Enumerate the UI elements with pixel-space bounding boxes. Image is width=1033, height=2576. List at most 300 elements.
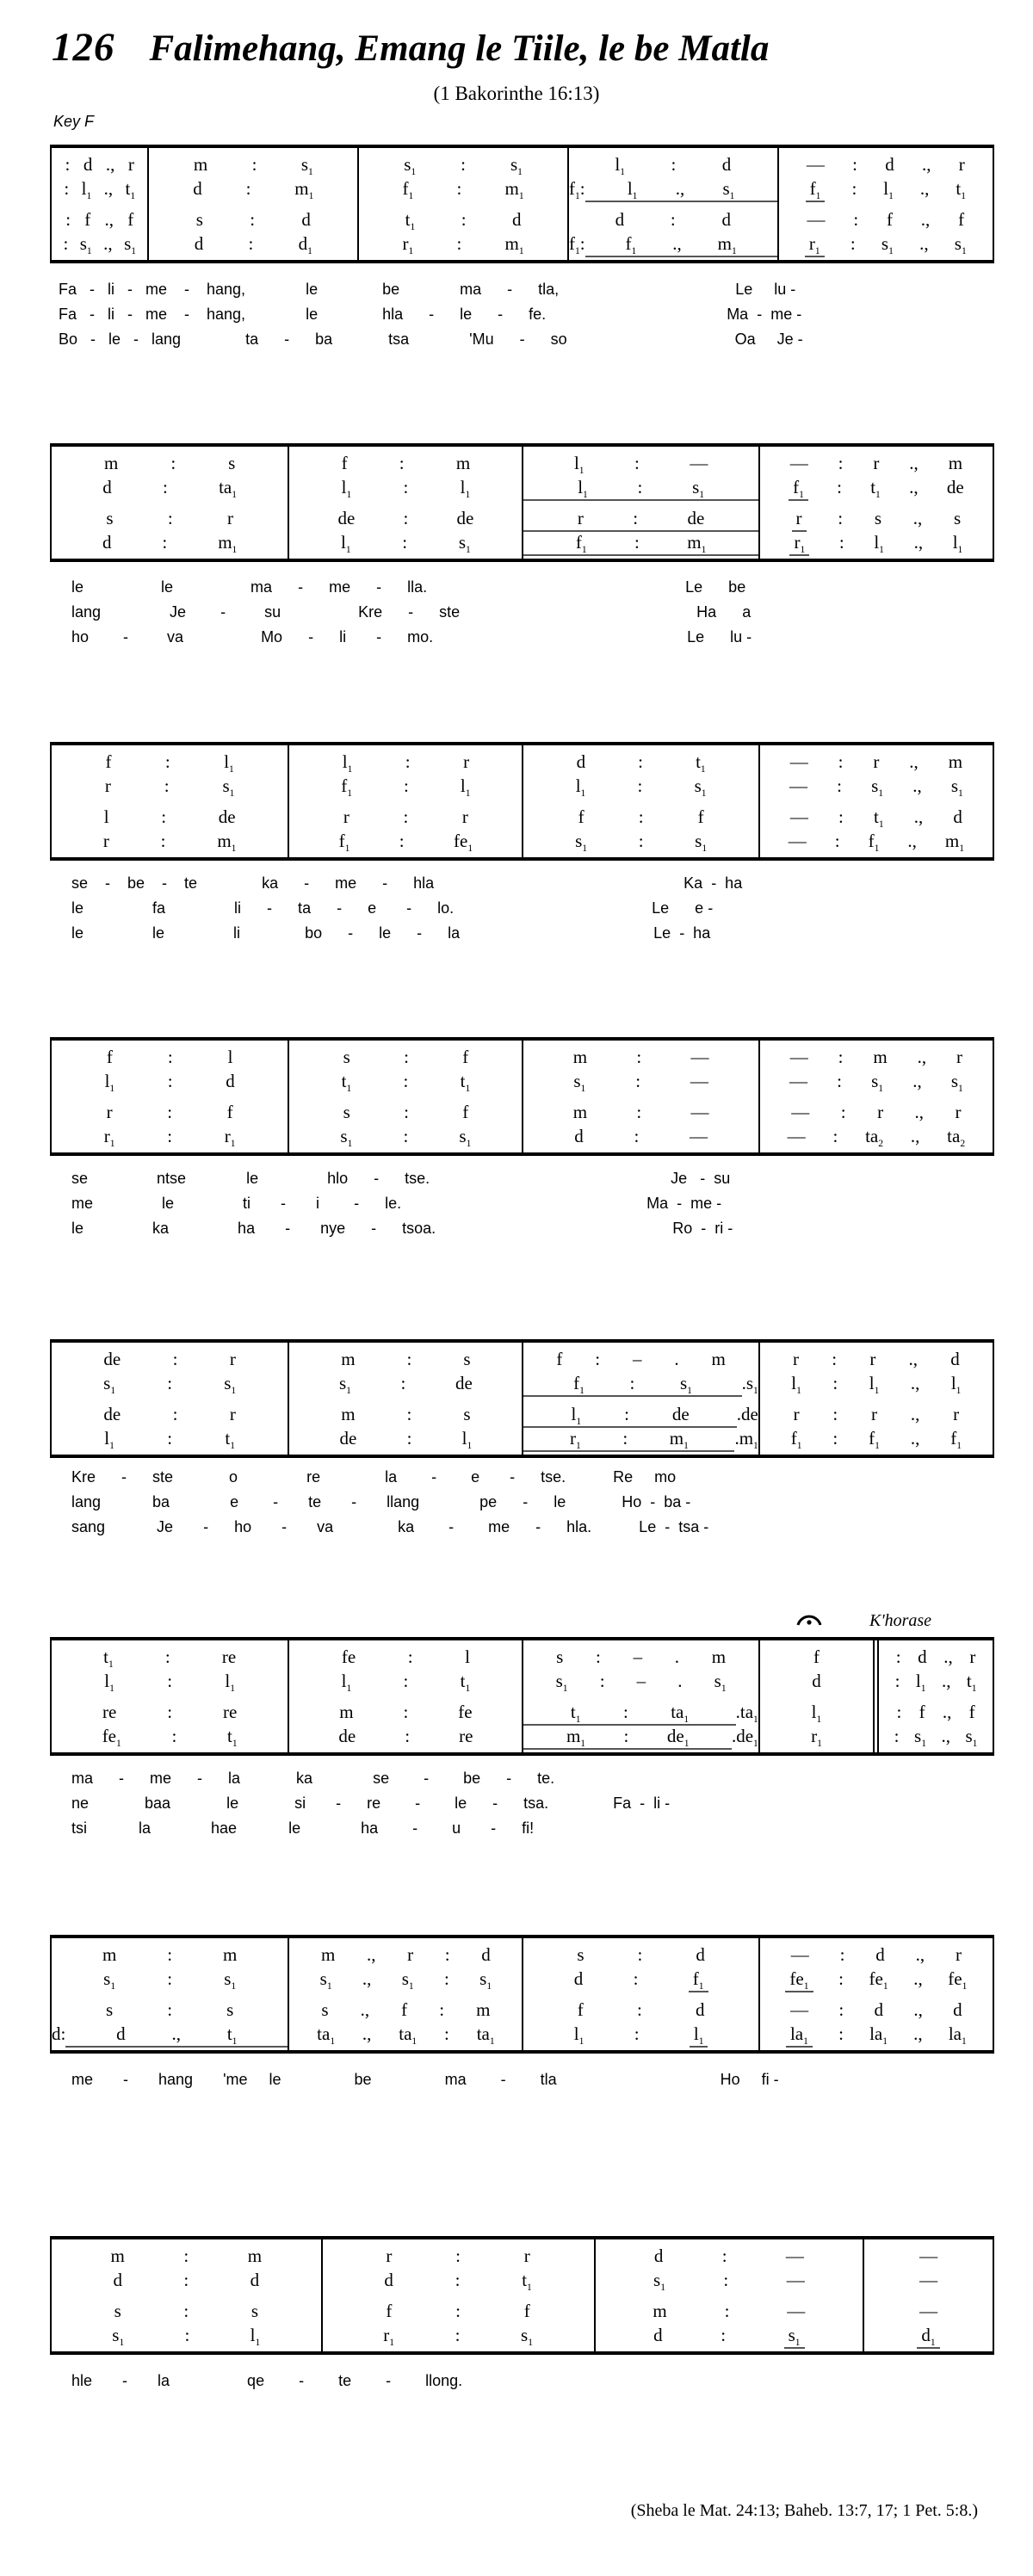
solfa-token: d xyxy=(83,154,93,175)
voice-measure-cell xyxy=(596,2246,863,2270)
octave-subscript: 1 xyxy=(575,1714,581,1726)
octave-subscript: 1 xyxy=(962,1981,968,1992)
solfa-token: : xyxy=(724,2301,730,2321)
measure-column xyxy=(52,1041,288,1152)
octave-subscript: 1 xyxy=(800,545,806,556)
voice-measure-cell xyxy=(52,1702,288,1726)
measure-column xyxy=(288,1041,522,1152)
voice-measure-cell xyxy=(760,508,993,532)
solfa-token: $s_1$ xyxy=(871,1071,884,1095)
solfa-token: : xyxy=(403,1126,409,1146)
octave-subscript: 1 xyxy=(888,246,894,257)
solfa-token: : xyxy=(636,1102,642,1122)
notation-system xyxy=(50,443,994,562)
solfa-token: r xyxy=(873,751,880,772)
solfa-token: $l_1$ xyxy=(341,532,351,556)
voice-measure-cell xyxy=(52,1944,288,1968)
solfa-token: l xyxy=(227,1047,233,1067)
solfa-token: $de_1$ xyxy=(666,1726,690,1750)
solfa-token: $s_1$ xyxy=(679,1373,692,1397)
octave-subscript: 1 xyxy=(882,2036,888,2048)
octave-subscript: 1 xyxy=(796,1386,801,1397)
solfa-token: s xyxy=(251,2301,258,2321)
voice-measure-cell xyxy=(523,775,758,800)
voice-measure-cell xyxy=(523,532,758,556)
solfa-token: – xyxy=(633,1646,643,1667)
octave-subscript: 1 xyxy=(875,490,881,501)
solfa-token: $f_1$ xyxy=(950,1428,962,1452)
solfa-token: ., xyxy=(917,1047,927,1067)
solfa-token: : xyxy=(167,1373,173,1393)
solfa-token: : xyxy=(894,1671,900,1691)
octave-subscript: 1 xyxy=(878,1084,884,1095)
octave-subscript: 1 xyxy=(231,1386,237,1397)
solfa-token: : xyxy=(403,806,409,827)
solfa-token: : xyxy=(406,1404,412,1424)
solfa-token: $s_1$ xyxy=(871,775,884,800)
octave-subscript: 1 xyxy=(578,466,585,477)
solfa-token: $l_1$ xyxy=(874,532,884,556)
octave-subscript: 1 xyxy=(119,2338,125,2349)
voice-measure-cell xyxy=(596,2325,863,2349)
solfa-token: : xyxy=(162,532,168,553)
voice-measure-cell xyxy=(879,1646,993,1671)
solfa-token: $m_1$ xyxy=(566,1726,586,1750)
solfa-token: fe xyxy=(458,1702,473,1722)
solfa-token: s xyxy=(343,1102,350,1122)
solfa-token: r xyxy=(106,1102,113,1122)
slur-underline xyxy=(523,1702,735,1726)
solfa-token: $f_1$ xyxy=(402,178,414,202)
octave-subscript: 1 xyxy=(347,788,353,800)
voice-measure-cell xyxy=(359,178,567,202)
solfa-token: ., xyxy=(362,1968,372,1989)
voice-measure-cell xyxy=(523,1968,758,1992)
solfa-token: $l_1$ xyxy=(104,1428,114,1452)
solfa-token: $s_1$ xyxy=(479,1968,492,1992)
octave-subscript: 1 xyxy=(574,191,580,202)
solfa-token: $s_1$ xyxy=(881,233,894,257)
lyrics-block xyxy=(50,1766,1023,1841)
octave-subscript: 1 xyxy=(878,819,884,831)
solfa-token: d xyxy=(384,2270,393,2290)
octave-subscript: 1 xyxy=(389,2338,394,2349)
octave-subscript: 1 xyxy=(753,1739,758,1750)
solfa-token: $t_1$ xyxy=(225,1428,235,1452)
solfa-token: $s_1$ xyxy=(950,1071,963,1095)
slur-underline xyxy=(585,233,777,257)
notation-system xyxy=(50,145,994,263)
solfa-token: s xyxy=(874,508,882,528)
solfa-token: r xyxy=(969,1646,976,1667)
voice-measure-cell xyxy=(779,178,993,202)
solfa-token: r xyxy=(793,1404,800,1424)
solfa-token: d xyxy=(721,209,731,230)
solfa-token: re xyxy=(102,1702,117,1722)
lyrics-block xyxy=(50,575,1023,650)
solfa-token: — xyxy=(690,1071,708,1091)
solfa-token: de xyxy=(218,806,236,827)
octave-subscript: 1 xyxy=(920,1683,926,1695)
solfa-token: r xyxy=(226,508,233,528)
solfa-token: $f_1$ xyxy=(575,532,587,556)
octave-subscript: 1 xyxy=(815,191,821,202)
solfa-token: : xyxy=(184,2325,190,2345)
solfa-token: r xyxy=(958,154,965,175)
solfa-token: r xyxy=(229,1349,236,1369)
solfa-token: : xyxy=(251,154,257,175)
voice-measure-cell xyxy=(52,1047,288,1071)
solfa-token: r xyxy=(795,508,802,528)
solfa-token: : xyxy=(167,1428,173,1449)
octave-subscript: 1 xyxy=(803,2036,808,2048)
solfa-token: $t_1$ xyxy=(460,1071,471,1095)
octave-subscript: 1 xyxy=(411,2036,418,2048)
solfa-token: : xyxy=(832,1126,838,1146)
solfa-token: : xyxy=(439,1999,445,2020)
solfa-token: $m_1$ xyxy=(944,831,964,855)
solfa-token: $fe_1$ xyxy=(948,1968,968,1992)
octave-subscript: 1 xyxy=(408,246,414,257)
octave-subscript: 1 xyxy=(799,490,804,501)
solfa-token: $f_1$ xyxy=(869,1428,880,1452)
solfa-token: $l_1$ xyxy=(342,751,353,775)
solfa-token: m xyxy=(320,1944,336,1965)
solfa-token: . xyxy=(674,1349,679,1369)
measure-column xyxy=(52,745,288,857)
voice-measure-cell xyxy=(289,1726,522,1750)
solfa-token: $s_1$ xyxy=(950,775,963,800)
solfa-token: : xyxy=(64,178,70,199)
octave-subscript: 1 xyxy=(698,1981,704,1992)
footer-reference: (Sheba le Mat. 24:13; Baheb. 13:7, 17; 1 Pet. 5:8.) xyxy=(630,2501,978,2520)
solfa-token: m xyxy=(476,1999,491,2020)
solfa-token: $s_1$ xyxy=(103,1373,116,1397)
solfa-token: d xyxy=(875,1944,885,1965)
octave-subscript: 1 xyxy=(795,2338,801,2349)
solfa-token: ., xyxy=(942,1702,952,1722)
voice-measure-cell xyxy=(523,1102,758,1126)
solfa-token: d xyxy=(102,477,112,497)
solfa-token: m xyxy=(247,2246,263,2266)
octave-subscript: 1 xyxy=(230,1139,236,1150)
solfa-token: — xyxy=(791,1102,810,1122)
octave-subscript: 1 xyxy=(796,1441,802,1452)
voice-measure-cell xyxy=(52,2023,288,2048)
solfa-token: . xyxy=(741,1373,746,1393)
measure-column xyxy=(52,2239,321,2351)
solfa-token: ., xyxy=(366,1944,376,1965)
octave-subscript: 1 xyxy=(620,167,626,178)
octave-subscript: 1 xyxy=(346,1683,352,1695)
voice-measure-cell xyxy=(760,1671,873,1695)
slur-underline xyxy=(785,1968,813,1992)
solfa-token: $ta_2$ xyxy=(947,1126,966,1150)
solfa-token: ., xyxy=(941,1671,951,1691)
solfa-token: ., xyxy=(921,154,931,175)
solfa-token: : xyxy=(634,532,640,553)
lyrics-block xyxy=(50,1166,1023,1241)
solfa-token: d xyxy=(102,532,112,553)
solfa-token: d xyxy=(481,1944,491,1965)
slur-underline xyxy=(523,477,758,501)
solfa-token: $l_1$ xyxy=(811,1702,822,1726)
solfa-token: $t_1$ xyxy=(570,1702,581,1726)
solfa-token: ., xyxy=(910,1404,920,1424)
lyric-line: lang ba e - te - llang pe - le Ho - ba - xyxy=(50,1493,691,1510)
octave-subscript: 1 xyxy=(687,1386,692,1397)
octave-subscript: 1 xyxy=(108,1659,114,1671)
solfa-token: ., xyxy=(943,1646,953,1667)
octave-subscript: 1 xyxy=(729,191,735,202)
solfa-token: $ta_2$ xyxy=(865,1126,884,1150)
solfa-token: $s_1$ xyxy=(573,1071,586,1095)
solfa-token: : xyxy=(171,1726,177,1746)
octave-subscript: 1 xyxy=(700,764,706,775)
measure-column xyxy=(594,2239,863,2351)
solfa-token: s xyxy=(228,453,236,473)
lyric-line: me le ti - i - le. Ma - me - xyxy=(50,1195,722,1212)
octave-subscript: 1 xyxy=(347,764,353,775)
solfa-token: — xyxy=(789,806,808,827)
voice-measure-cell xyxy=(289,2023,522,2048)
solfa-token: : xyxy=(838,532,844,553)
solfa-token: : xyxy=(832,1428,838,1449)
solfa-token: ., xyxy=(908,1349,919,1369)
voice-measure-cell xyxy=(52,751,288,775)
slur-underline xyxy=(523,532,758,556)
voice-measure-cell xyxy=(289,1968,522,1992)
solfa-token: : xyxy=(838,508,844,528)
solfa-token: $l_1$ xyxy=(460,775,471,800)
voice-measure-cell xyxy=(323,2246,594,2270)
solfa-token: : xyxy=(167,1047,173,1067)
solfa-token: $m_1$ xyxy=(294,178,314,202)
octave-subscript: 1 xyxy=(702,843,708,855)
octave-subscript: 1 xyxy=(231,1981,237,1992)
solfa-token: : xyxy=(250,209,256,230)
measure-column xyxy=(758,447,993,559)
solfa-token: : xyxy=(636,1999,642,2020)
octave-subscript: 1 xyxy=(229,764,234,775)
voice-measure-cell xyxy=(760,1646,873,1671)
solfa-token: m xyxy=(110,2246,125,2266)
octave-subscript: 1 xyxy=(972,1739,978,1750)
solfa-token: : xyxy=(832,1404,838,1424)
octave-subscript: 1 xyxy=(109,1084,115,1095)
solfa-token: $la_1$ xyxy=(789,2023,808,2048)
solfa-token: : xyxy=(403,477,409,497)
solfa-token: — xyxy=(807,209,826,230)
solfa-token: : xyxy=(406,1349,412,1369)
octave-subscript: 1 xyxy=(465,1084,471,1095)
solfa-token: m xyxy=(339,1702,354,1722)
octave-subscript: 1 xyxy=(411,167,417,178)
octave-subscript: 1 xyxy=(874,843,880,855)
solfa-token: d xyxy=(950,1349,960,1369)
solfa-token: : xyxy=(164,775,170,796)
octave-subscript: 1 xyxy=(109,1441,114,1452)
voice-measure-cell xyxy=(569,154,777,178)
octave-subscript: 1 xyxy=(888,191,894,202)
solfa-token: — xyxy=(789,453,808,473)
octave-subscript: 1 xyxy=(803,1981,809,1992)
voice-measure-cell xyxy=(569,233,777,257)
octave-subscript: 1 xyxy=(109,1139,115,1150)
solfa-token: . xyxy=(735,1702,740,1722)
system-decorations xyxy=(50,1608,994,1637)
voice-measure-cell xyxy=(760,1404,993,1428)
slur-underline xyxy=(523,508,758,532)
solfa-token: $ta_1$ xyxy=(739,1702,758,1726)
solfa-token: $t_1$ xyxy=(696,751,706,775)
solfa-token: $t_1$ xyxy=(956,178,966,202)
solfa-token: $de_1$ xyxy=(736,1726,758,1750)
voice-measure-cell xyxy=(289,1671,522,1695)
voice-measure-cell xyxy=(52,775,288,800)
voice-measure-cell xyxy=(52,2246,321,2270)
measure-column xyxy=(522,1041,758,1152)
solfa-token: : xyxy=(624,1404,629,1424)
solfa-token: s xyxy=(321,1999,329,2020)
octave-subscript: 1 xyxy=(116,1739,121,1750)
octave-subscript: 1 xyxy=(574,246,580,257)
voice-measure-cell xyxy=(289,1999,522,2023)
octave-subscript: 1 xyxy=(410,222,416,233)
solfa-token: $f_1$ xyxy=(338,831,350,855)
solfa-token: d xyxy=(194,233,204,254)
solfa-token: : xyxy=(183,2246,189,2266)
solfa-token: $l_1$ xyxy=(950,1373,962,1397)
octave-subscript: 1 xyxy=(958,1084,963,1095)
solfa-token: : xyxy=(596,1646,601,1667)
octave-subscript: 1 xyxy=(465,1683,471,1695)
voice-measure-cell xyxy=(52,831,288,855)
voice-measure-cell xyxy=(149,233,357,257)
lyrics-block xyxy=(50,871,1023,946)
lyrics-block xyxy=(50,1465,1023,1540)
solfa-token: : xyxy=(167,1702,173,1722)
solfa-token: $s_1$ xyxy=(224,1968,237,1992)
solfa-token: $l_1$ xyxy=(571,1404,582,1428)
solfa-token: m xyxy=(223,1944,238,1965)
solfa-token: m xyxy=(711,1646,727,1667)
solfa-token: de xyxy=(103,1404,121,1424)
solfa-token: $f_1$ xyxy=(341,775,353,800)
solfa-token: ., xyxy=(105,154,115,175)
solfa-token: ., xyxy=(919,178,930,199)
measure-column xyxy=(758,1938,993,2050)
solfa-token: ., xyxy=(672,233,682,254)
octave-subscript: 1 xyxy=(346,1084,352,1095)
solfa-token: r xyxy=(871,1404,878,1424)
lyric-line: ne baa le si - re - le - tsa. Fa - li - xyxy=(50,1795,671,1812)
solfa-token: – xyxy=(633,1349,642,1369)
solfa-token: : xyxy=(838,1968,844,1989)
measure-column xyxy=(522,1938,758,2050)
solfa-token: — xyxy=(787,1126,806,1146)
solfa-token: re xyxy=(221,1646,237,1667)
voice-measure-cell xyxy=(760,806,993,831)
voice-measure-cell xyxy=(523,831,758,855)
solfa-token: d xyxy=(953,806,962,827)
solfa-token: $l_1$ xyxy=(225,1671,235,1695)
solfa-token: r xyxy=(955,1102,962,1122)
voice-measure-cell xyxy=(52,477,288,501)
solfa-token: f xyxy=(523,2301,530,2321)
solfa-token: de xyxy=(339,1428,357,1449)
solfa-token: d xyxy=(512,209,522,230)
voice-measure-cell xyxy=(523,2023,758,2048)
solfa-token: $l_1$ xyxy=(883,178,894,202)
voice-measure-cell xyxy=(760,1349,993,1373)
solfa-token: — xyxy=(789,751,808,772)
slur-underline xyxy=(523,1428,734,1452)
solfa-token: $s_1$ xyxy=(555,1671,568,1695)
solfa-token: — xyxy=(806,154,825,175)
solfa-token: : xyxy=(638,831,644,851)
solfa-token: s xyxy=(114,2301,121,2321)
solfa-token: $l_1$ xyxy=(578,477,588,501)
voice-measure-cell xyxy=(289,508,522,532)
solfa-token: r xyxy=(102,831,109,851)
solfa-token: : xyxy=(399,453,405,473)
solfa-token: $s_1$ xyxy=(914,1726,926,1750)
solfa-token: f xyxy=(226,1102,233,1122)
lyric-line: se ntse le hlo - tse. Je - su xyxy=(50,1170,731,1187)
voice-measure-cell xyxy=(52,1968,288,1992)
solfa-token: $s_1$ xyxy=(224,1373,237,1397)
measure-column xyxy=(52,148,147,260)
octave-subscript: 1 xyxy=(921,1739,926,1750)
measure-column xyxy=(758,1343,993,1455)
solfa-token: f xyxy=(462,1102,469,1122)
voice-measure-cell xyxy=(760,1999,993,2023)
solfa-token: : xyxy=(404,775,409,796)
voice-measure-cell xyxy=(289,1428,522,1452)
solfa-token: : xyxy=(838,1047,844,1067)
solfa-token: d xyxy=(653,2325,663,2345)
solfa-token: $l_1$ xyxy=(575,775,586,800)
octave-subscript: 1 xyxy=(959,843,964,855)
slur-underline xyxy=(523,1373,741,1397)
solfa-token: : xyxy=(404,1047,409,1067)
voice-measure-cell xyxy=(760,775,993,800)
octave-subscript: 1 xyxy=(581,545,587,556)
solfa-token: : xyxy=(894,1726,900,1746)
voice-measure-cell xyxy=(523,1349,758,1373)
solfa-token: : xyxy=(183,2301,189,2321)
solfa-token: $f_1$ xyxy=(868,831,880,855)
solfa-token: d xyxy=(721,154,732,175)
octave-subscript: 1 xyxy=(684,1714,690,1726)
solfa-token: : xyxy=(832,1373,838,1393)
solfa-token: de xyxy=(337,508,356,528)
solfa-token: d xyxy=(885,154,894,175)
voice-measure-cell xyxy=(52,1071,288,1095)
voice-measure-cell xyxy=(760,1944,993,1968)
voice-measure-cell xyxy=(760,1702,873,1726)
solfa-token: $fe_1$ xyxy=(453,831,473,855)
solfa-token: $s_1$ xyxy=(401,1968,414,1992)
octave-subscript: 1 xyxy=(701,788,707,800)
solfa-token: m xyxy=(948,751,963,772)
measure-column xyxy=(288,1938,522,2050)
solfa-token: : xyxy=(634,1126,640,1146)
solfa-token: : xyxy=(837,477,842,497)
octave-subscript: 1 xyxy=(307,246,312,257)
solfa-token: $f_1$ xyxy=(809,178,821,202)
